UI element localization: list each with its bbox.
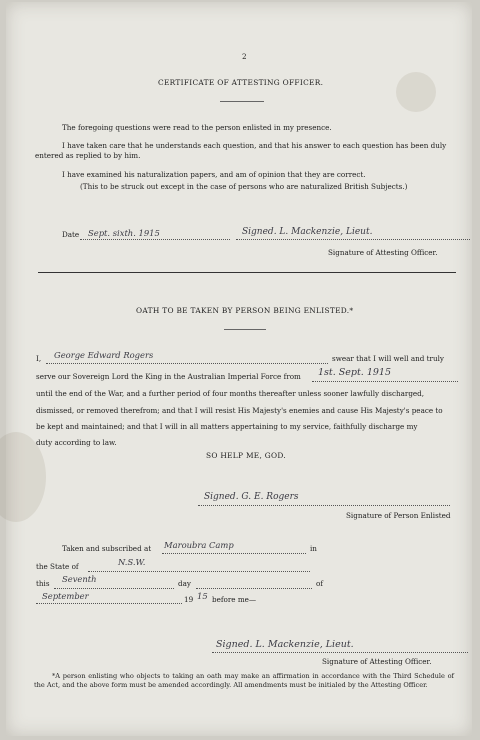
date-dotted-line <box>80 239 230 240</box>
paper-stain <box>396 72 436 112</box>
heading-rule <box>220 101 264 102</box>
person-enlisted-caption: Signature of Person Enlisted <box>346 511 451 520</box>
month-handwritten: September <box>42 591 89 601</box>
place-handwritten: Maroubra Camp <box>164 540 234 550</box>
certificate-line-2b: entered as replied to by him. <box>35 151 141 160</box>
oath-line-4: dismissed, or removed therefrom; and that I will resist His Majesty's enemies and cause His Majesty's peace to <box>36 406 443 415</box>
certificate-line-4: (This to be struck out except in the case of persons who are naturalized British Subjects.) <box>80 182 408 191</box>
year-handwritten: 15 <box>197 591 208 601</box>
so-help-me-god: SO HELP ME, GOD. <box>206 451 286 460</box>
oath-line-3: until the end of the War, and a further period of four months thereafter unless sooner lawfully discharged, <box>36 389 425 398</box>
oath-line-1: swear that I will well and truly <box>332 354 444 363</box>
footnote: *A person enlisting who objects to taking an oath may make an affirmation in accordance with the Third Schedule of the Act, and the above form must be amended accordingly. All amendments must be initialed by the Attesting Officer. <box>34 672 454 689</box>
enlisted-signature: Signed. G. E. Rogers <box>204 492 299 502</box>
enlisted-signature-line <box>198 505 450 506</box>
state-label: the State of <box>36 562 79 571</box>
oath-line-2: serve our Sovereign Lord the King in the Australian Imperial Force from <box>36 372 301 381</box>
year-prefix: 19 <box>184 595 194 604</box>
of-dotted-line <box>196 588 312 589</box>
month-dotted-line <box>36 603 182 604</box>
of-label: of <box>316 579 323 588</box>
attesting-officer-caption-1: Signature of Attesting Officer. <box>328 248 438 257</box>
before-me-label: before me— <box>212 595 257 604</box>
from-date-handwritten: 1st. Sept. 1915 <box>318 367 392 378</box>
certificate-line-1: The foregoing questions were read to the person enlisted in my presence. <box>62 123 332 132</box>
from-dotted-line <box>312 381 458 382</box>
oath-heading: OATH TO BE TAKEN BY PERSON BEING ENLISTED.* <box>136 306 354 315</box>
day-label: day <box>178 579 191 588</box>
name-dotted-line <box>46 363 328 364</box>
officer-signature-1: Signed. L. Mackenzie, Lieut. <box>242 227 373 237</box>
date-label: Date <box>62 230 80 239</box>
certificate-line-2a: I have taken care that he understands each question, and that his answer to each question has been duly <box>62 141 447 150</box>
certificate-heading: CERTIFICATE OF ATTESTING OFFICER. <box>158 78 324 87</box>
place-dotted-line <box>162 553 306 554</box>
state-handwritten: N.S.W. <box>118 557 146 567</box>
day-handwritten: Seventh <box>62 574 97 584</box>
oath-line-5: be kept and maintained; and that I will in all matters appertaining to my service, faithfully discharge my <box>36 422 418 431</box>
signature-dotted-line <box>236 239 470 240</box>
state-dotted-line <box>88 571 310 572</box>
date-handwritten: Sept. sixth. 1915 <box>88 228 160 238</box>
attesting-officer-caption-2: Signature of Attesting Officer. <box>322 657 432 666</box>
document-page <box>6 2 472 736</box>
page-number: 2 <box>242 52 247 61</box>
oath-heading-rule <box>224 329 266 330</box>
officer-signature-2: Signed. L. Mackenzie, Lieut. <box>216 639 354 650</box>
officer-signature-line <box>212 652 468 653</box>
oath-line-6: duty according to law. <box>36 438 117 447</box>
in-label: in <box>310 544 317 553</box>
oath-i: I, <box>36 354 42 363</box>
taken-subscribed-label: Taken and subscribed at <box>62 544 152 553</box>
enlistee-name-handwritten: George Edward Rogers <box>54 350 154 360</box>
certificate-line-3: I have examined his naturalization papers, and am of opinion that they are correct. <box>62 170 366 179</box>
this-label: this <box>36 579 50 588</box>
section-divider <box>38 272 456 273</box>
day-dotted-line <box>54 588 174 589</box>
